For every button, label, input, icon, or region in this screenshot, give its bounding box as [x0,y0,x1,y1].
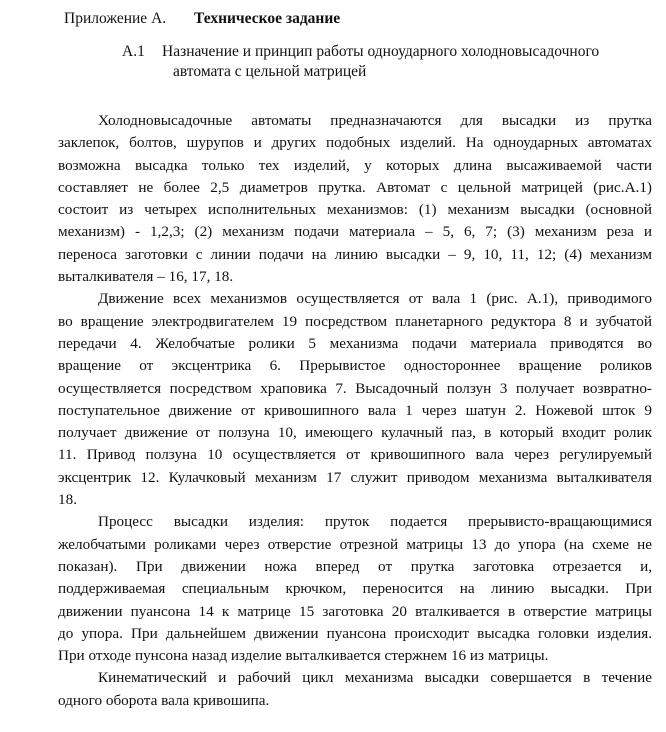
text-line: получает движение от ползуна 10, имеющего кулачный паз, в который входит ролик [58,424,652,442]
text-line: поддерживаемая специальным крючком, переносится на линию высадки. При [58,580,652,598]
text-line: механизм) - 1,2,3; (2) механизм подачи материала – 5, 6, 7; (3) механизм реза и [58,223,652,241]
section-title-line-1: Назначение и принцип работы одноударного холодновысадочного [162,43,600,60]
text-line: поступательное движение от кривошипного вала 1 через шатун 2. Ножевой шток 9 [58,401,652,419]
text-line: 18. [58,491,77,509]
text-line: вращение от эксцентрика 6. Прерывистое одностороннее вращение роликов [58,357,652,375]
section-title-line-2: автомата с цельной матрицей [173,63,367,80]
text-line: желобчатыми роликами через отверстие отрезной матрицы 13 до упора (на схеме не [58,535,652,553]
section-number: А.1 [122,43,145,60]
text-line: осуществляется посредством храповика 7. Высадочный ползун 3 получает возвратно- [58,379,652,397]
text-line: выталкивателя – 16, 17, 18. [58,268,234,286]
text-line: составляет не более 2,5 диаметров прутка. Автомат с цельной матрицей (рис.А.1) [58,178,652,196]
text-line: движении пуансона 14 к матрице 15 заготовка 20 вталкивается в отверстие матрицы [58,602,652,620]
appendix-header [64,9,340,29]
text-line: Холодновысадочные автоматы предназначаются для высадки из прутка [98,112,652,129]
text-line: 11. Привод ползуна 10 осуществляется от кривошипного вала через регулируемый [58,446,652,464]
text-line: Кинематический и рабочий цикл механизма высадки совершается в течение [98,669,652,687]
text-line: Движение всех механизмов осуществляется от вала 1 (рис. А.1), приводимого [98,290,652,308]
text-line: до упора. При дальнейшем движении пуансона происходит высадка головки изделия. [58,624,652,642]
text-line: Процесс высадки изделия: пруток подается прерывисто-вращающимися [98,513,652,531]
text-line: эксцентрик 12. Кулачковый механизм 17 служит приводом механизма выталкивателя [58,468,652,486]
text-line: При отходе пунсона назад изделие выталкивается стержнем 16 из матрицы. [58,647,549,665]
paragraph-2 [58,288,652,511]
body-text [58,110,652,712]
text-line: одного оборота вала кривошипа. [58,691,270,709]
paragraph-3 [58,511,652,667]
appendix-title: Техническое задание [194,10,341,27]
paragraph-1 [58,110,652,288]
text-line: возможна высадка только тех изделий, у которых длина высаживаемой части [58,156,652,174]
text-line: переноса заготовки с линии подачи на линию высадки – 9, 10, 11, 12; (4) механизм [58,245,652,263]
text-line: показан). При движении ножа вперед от прутка заготовка отрезается и, [58,557,652,575]
text-line: передачи 4. Желобчатые ролики 5 механизма подачи материала приводятся во [58,334,652,352]
text-line: состоит из четырех исполнительных механизмов: (1) механизм высадки (основной [58,201,652,219]
text-line: во вращение электродвигателем 19 посредством планетарного редуктора 8 и зубчатой [58,312,652,330]
appendix-label: Приложение А. [64,10,167,27]
paragraph-4 [58,667,652,712]
text-line: заклепок, болтов, шурупов и других подобных изделий. На одноударных автоматах [58,134,652,152]
